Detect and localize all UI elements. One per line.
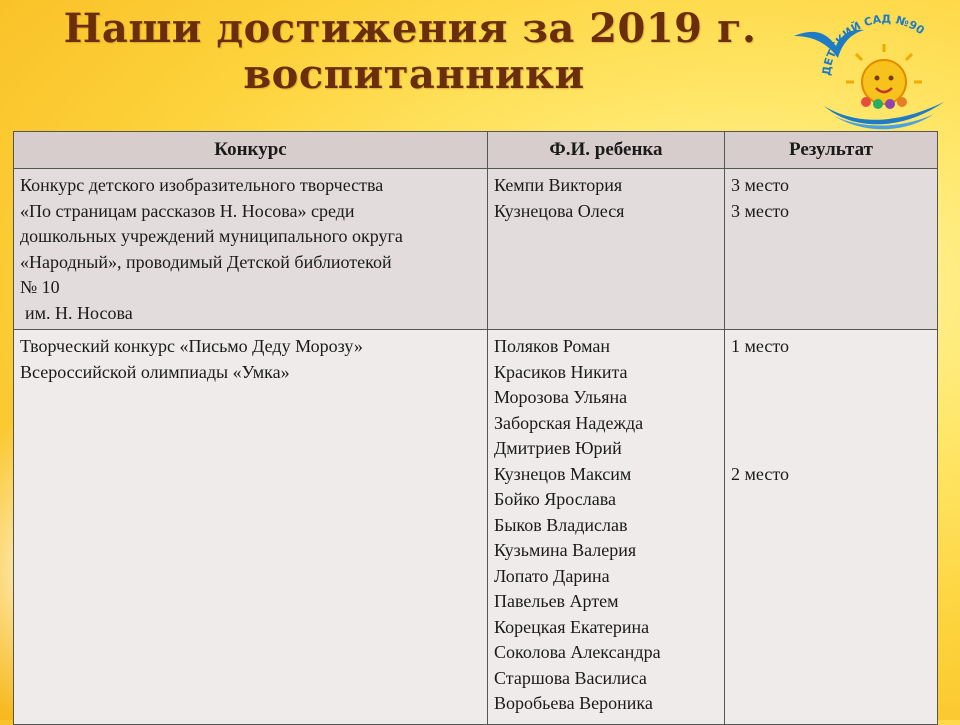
kindergarten-logo xyxy=(784,6,952,130)
sun-icon xyxy=(846,44,922,104)
child-name: Поляков Роман xyxy=(494,336,610,356)
children-cell xyxy=(488,169,725,330)
contest-line: «По страницам рассказов Н. Носова» среди xyxy=(20,200,355,221)
contest-line: Творческий конкурс «Письмо Деду Морозу» xyxy=(20,336,363,356)
achievements-table xyxy=(13,131,938,725)
table-header-row xyxy=(14,132,938,169)
header-result: Результат xyxy=(725,132,938,169)
title-line-2: воспитанники xyxy=(243,51,585,98)
title-line-1: Наши достижения за 2019 г. xyxy=(63,5,757,52)
child-name: Заборская Надежда xyxy=(494,412,644,433)
child-name: Быков Владислав xyxy=(494,514,628,535)
table-row xyxy=(14,330,938,725)
contest-line: Конкурс детского изобразительного творчества xyxy=(20,175,384,195)
child-name: Корецкая Екатерина xyxy=(494,616,650,637)
child-name: Воробьева Вероника xyxy=(494,693,653,713)
child-name: Кузьмина Валерия xyxy=(494,540,637,560)
contest-line: Всероссийской олимпиады «Умка» xyxy=(20,361,290,382)
result-value: 3 место xyxy=(731,200,789,221)
child-name: Морозова Ульяна xyxy=(494,387,628,407)
contest-line: дошкольных учреждений муниципального округа xyxy=(20,226,403,246)
child-name: Красиков Никита xyxy=(494,361,628,382)
child-name: Бойко Ярослава xyxy=(494,489,616,509)
result-value: 3 место xyxy=(731,175,789,195)
contest-line: им. Н. Носова xyxy=(25,302,133,323)
contest-line: № 10 xyxy=(20,277,60,297)
page-title xyxy=(0,6,820,98)
result-spacer xyxy=(731,360,931,462)
child-name: Кузнецов Максим xyxy=(494,463,632,484)
children-cell xyxy=(488,330,725,725)
child-name: Соколова Александра xyxy=(494,642,661,662)
result-value: 2 место xyxy=(731,463,789,484)
child-name: Кузнецова Олеся xyxy=(494,200,625,221)
header-child-name: Ф.И. ребенка xyxy=(488,132,725,169)
header-contest: Конкурс xyxy=(14,132,488,169)
child-name: Старшова Василиса xyxy=(494,667,647,688)
contest-line: «Народный», проводимый Детской библиотекой xyxy=(20,251,392,272)
result-cell xyxy=(725,169,938,330)
logo-emblem-icon xyxy=(784,6,952,130)
child-name: Кемпи Виктория xyxy=(494,175,623,195)
result-cell xyxy=(725,330,938,725)
contest-cell xyxy=(14,169,488,330)
table-row xyxy=(14,169,938,330)
child-name: Дмитриев Юрий xyxy=(494,438,622,458)
child-name: Павельев Артем xyxy=(494,591,619,611)
result-value: 1 место xyxy=(731,336,789,356)
child-name: Лопато Дарина xyxy=(494,565,610,586)
logo-text: ДЕТСКИЙ САД №90 xyxy=(819,12,927,77)
contest-cell xyxy=(14,330,488,725)
